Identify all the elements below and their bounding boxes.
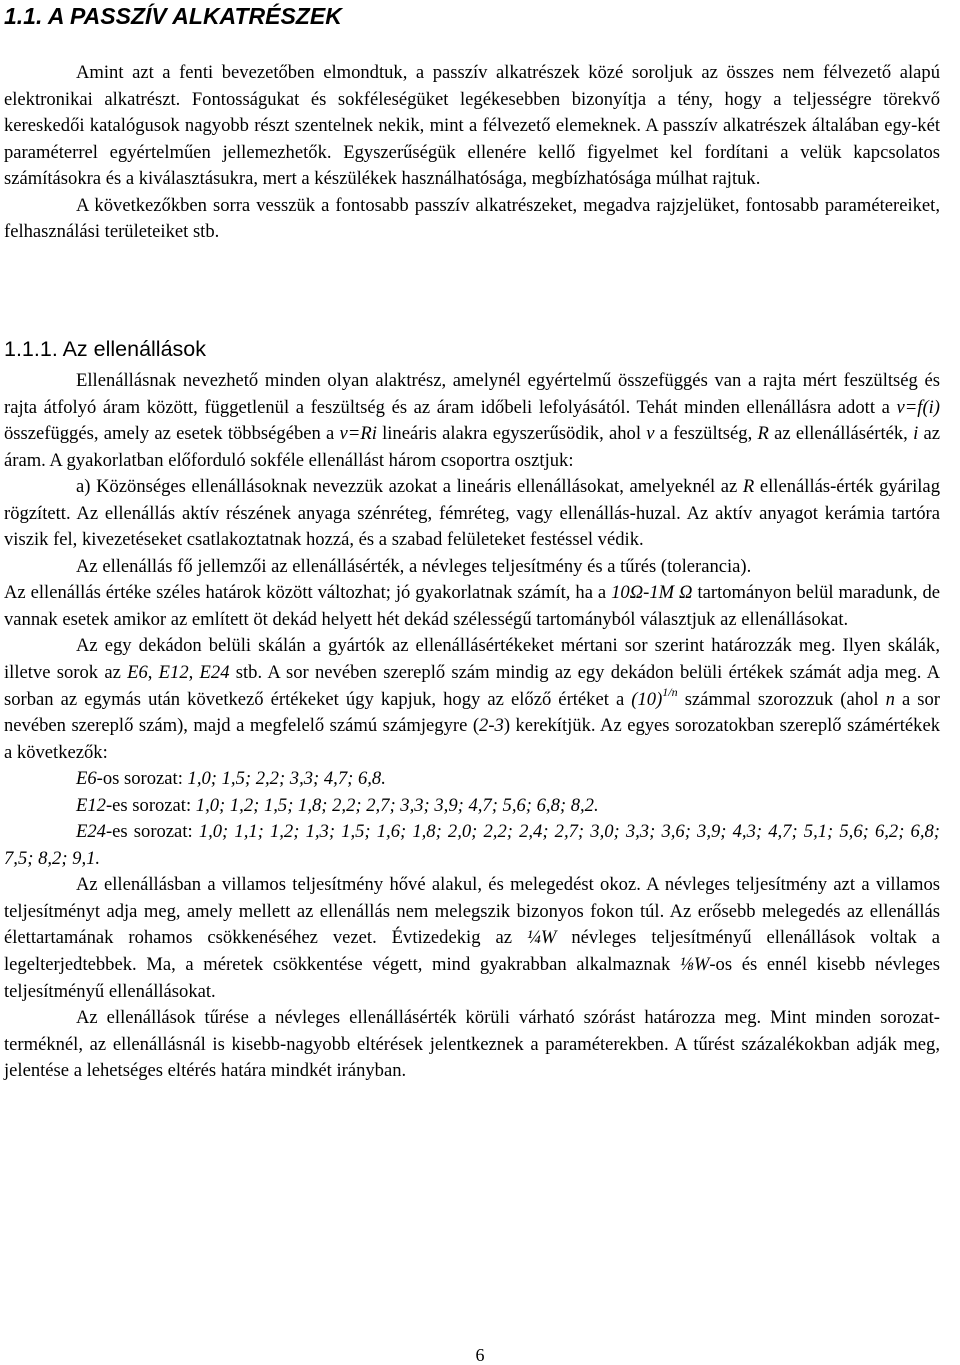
- intro-paragraph-2: A következőkben sorra vesszük a fontosabb passzív alkatrészeket, megadva rajzjelüket, fontosabb paramétereiket, felhasználási területeiket stb.: [4, 194, 940, 243]
- series-name: E6: [76, 768, 97, 790]
- symbol-r: R: [742, 476, 755, 498]
- series-values: 1,0; 1,5; 2,2; 3,3; 4,7; 6,8.: [187, 768, 386, 790]
- text-run: ,: [188, 662, 200, 684]
- text-run: ellenállás-érték gyárilag rögzített. Az ellenállás aktív részének anyaga szénréteg, fémréteg, vagy ellenállás-huzal. Az aktív anyagot kerámia tartóra viszik fel, kivezetéseket csatlakoztatnak hozzá, és a szabad felületeket festéssel védik.: [4, 476, 940, 551]
- power-eighth-watt: ⅛W: [679, 954, 710, 976]
- page-number: 6: [475, 1345, 485, 1365]
- series-line-e12: [4, 793, 940, 820]
- series-line-e24: [4, 819, 940, 872]
- series-label: -es sorozat:: [105, 821, 199, 843]
- series-name-e24: E24: [199, 662, 230, 684]
- series-label: -es sorozat:: [105, 794, 196, 816]
- common-resistors-paragraph: [4, 474, 940, 554]
- text-run: ,: [147, 662, 159, 684]
- intro-paragraph-1: Amint azt a fenti bevezetőben elmondtuk, a passzív alkatrészek közé soroljuk az összes nem félvezető alapú elektronikai alkatrészt. Fontosságukat és sokféleségüket legékesebben bizonyítja a tény, hogy a teljességre törekvő kereskedői katalógusok nagyobb részt szentelnek nekik, mint a félvezető elemeknek. A passzív alkatrészek általában egy-két paraméterrel egyértelműen jellemezhetők. Egyszerűségük ellenére kellő figyelmet kel fordítani a velük kapcsolatos számításokra és a kiválasztásukra, mert a készülékek használhatósága, megbízhatósága múlhat rajtuk.: [4, 62, 940, 190]
- power-rating-paragraph: [4, 872, 940, 1005]
- text-run: az ellenállásérték,: [768, 423, 914, 445]
- series-intro-paragraph: [4, 633, 940, 766]
- text-run: Az ellenállás fő jellemzői az ellenállásérték, a névleges teljesítmény és a tűrés (tolerancia).: [76, 555, 752, 577]
- digit-count: 2: [479, 715, 489, 737]
- series-line-e6: [4, 766, 940, 793]
- series-values: 1,0; 1,2; 1,5; 1,8; 2,2; 2,7; 3,3; 3,9; 4,7; 5,6; 6,8; 8,2.: [195, 794, 599, 816]
- series-values: 1,0; 1,1; 1,2; 1,3; 1,5; 1,6; 1,8; 2,0; 2,2; 2,4; 2,7; 3,0; 3,3; 3,6; 3,9; 4,3; 4,7; 5,1; 5,6; 6,2; 6,8; 7,5; 8,2; 9,1.: [4, 821, 940, 869]
- resistor-text-block: [4, 368, 940, 1085]
- text-run: Az ellenállás értéke széles határok között változhat; jó gyakorlatnak számít, ha a: [4, 582, 612, 604]
- text-run: névleges teljesítményű ellenállások voltak a legelterjedtebbek. Ma, a méretek csökkentése végett, mind gyakrabban alkalmaznak: [4, 927, 940, 976]
- symbol-v: v: [646, 423, 655, 445]
- text-run: Ellenállásnak nevezhető minden olyan alaktrész, amelynél egyértelmű összefüggés van a rajta mért feszültség és rajta átfolyó áram között, függetlenül a feszültség és az áram időbeli lefolyásától. Tehát minden ellenállásra adott a: [4, 370, 940, 418]
- subsection-title: 1.1.1. Az ellenállások: [4, 337, 206, 361]
- series-name: E24: [76, 821, 106, 843]
- text-run: a feszültség,: [654, 423, 758, 445]
- text-run: ) kerekítjük. Az egyes sorozatokban szereplő számértékek a következők:: [4, 715, 941, 763]
- text-run: az áram. A gyakorlatban előforduló sokféle ellenállást három csoportra osztjuk:: [4, 423, 940, 471]
- text-run: számmal szorozzuk (ahol: [677, 688, 886, 710]
- main-characteristics-paragraph: [4, 554, 940, 581]
- series-name: E12: [76, 794, 106, 816]
- symbol-i: i: [913, 423, 919, 445]
- text-run: a sor nevében szereplő szám), majd a megfelelő számú számjegyre (: [4, 688, 940, 737]
- text-run: -: [488, 715, 495, 737]
- series-name-e6: E6: [127, 662, 148, 684]
- formula-vfi: v=f(i): [896, 396, 940, 418]
- multiplier-formula: [631, 684, 678, 710]
- series-name-e12: E12: [158, 662, 189, 684]
- resistor-definition-paragraph: [4, 368, 940, 474]
- exponent: 1/n: [662, 684, 678, 699]
- series-label: -os sorozat:: [96, 768, 188, 790]
- text-run: a) Közönséges ellenállásoknak nevezzük azokat a lineáris ellenállásokat, amelyeknél az: [76, 476, 743, 498]
- text-run: (10): [631, 688, 663, 710]
- tolerance-paragraph: Az ellenállások tűrése a névleges ellenállásérték körüli várható szórást határozza meg. Mint minden sorozat-terméknél, az ellenállásnál is kisebb-nagyobb eltérések jelentkeznek a paraméterekben. A tűrést százalékokban adják meg, jelentése a lehetséges eltérés határa mindkét irányban.: [4, 1007, 940, 1082]
- text-run: -os és ennél kisebb névleges teljesítményű ellenállásokat.: [4, 954, 940, 1002]
- range-value: 10Ω-1M Ω: [611, 582, 693, 604]
- text-run: stb. A sor nevében szereplő szám mindig az egy dekádon belüli értékek számát adja meg. A sorban az egymás után következő értékeket úgy kapjuk, hogy az előző értéket a: [4, 662, 941, 710]
- formula-vri: v=Ri: [339, 423, 377, 445]
- section-title: 1.1. A PASSZÍV ALKATRÉSZEK: [4, 3, 342, 29]
- symbol-r: R: [757, 423, 769, 445]
- symbol-n: n: [885, 688, 895, 710]
- value-range-paragraph: [4, 580, 940, 633]
- power-quarter-watt: ¼W: [526, 927, 557, 949]
- text-run: tartományon belül maradunk, de vannak esetek amikor az említett öt dekád helyett hét dekád szélességű tartományból választjuk az ellenállásokat.: [4, 582, 940, 630]
- text-run: lineáris alakra egyszerűsödik, ahol: [376, 423, 647, 445]
- digit-count: 3: [494, 715, 504, 737]
- text-run: összefüggés, amely az esetek többségében a: [4, 423, 340, 445]
- intro-block: [4, 60, 940, 246]
- text-run: Az egy dekádon belüli skálán a gyártók az ellenállásértékeket mértani sor szerint határozzák meg. Ilyen skálák, illetve sorok az: [4, 635, 940, 684]
- text-run: Az ellenállásban a villamos teljesítmény hővé alakul, és melegedést okoz. A névleges teljesítmény azt a villamos teljesítményt adja meg, amely mellett az ellenállás nem melegszik bizonyos fokon túl. Az erősebb melegedés az ellenállás élettartamának rohamos csökkenéséhez vezet. Évtizedekig az: [4, 874, 940, 949]
